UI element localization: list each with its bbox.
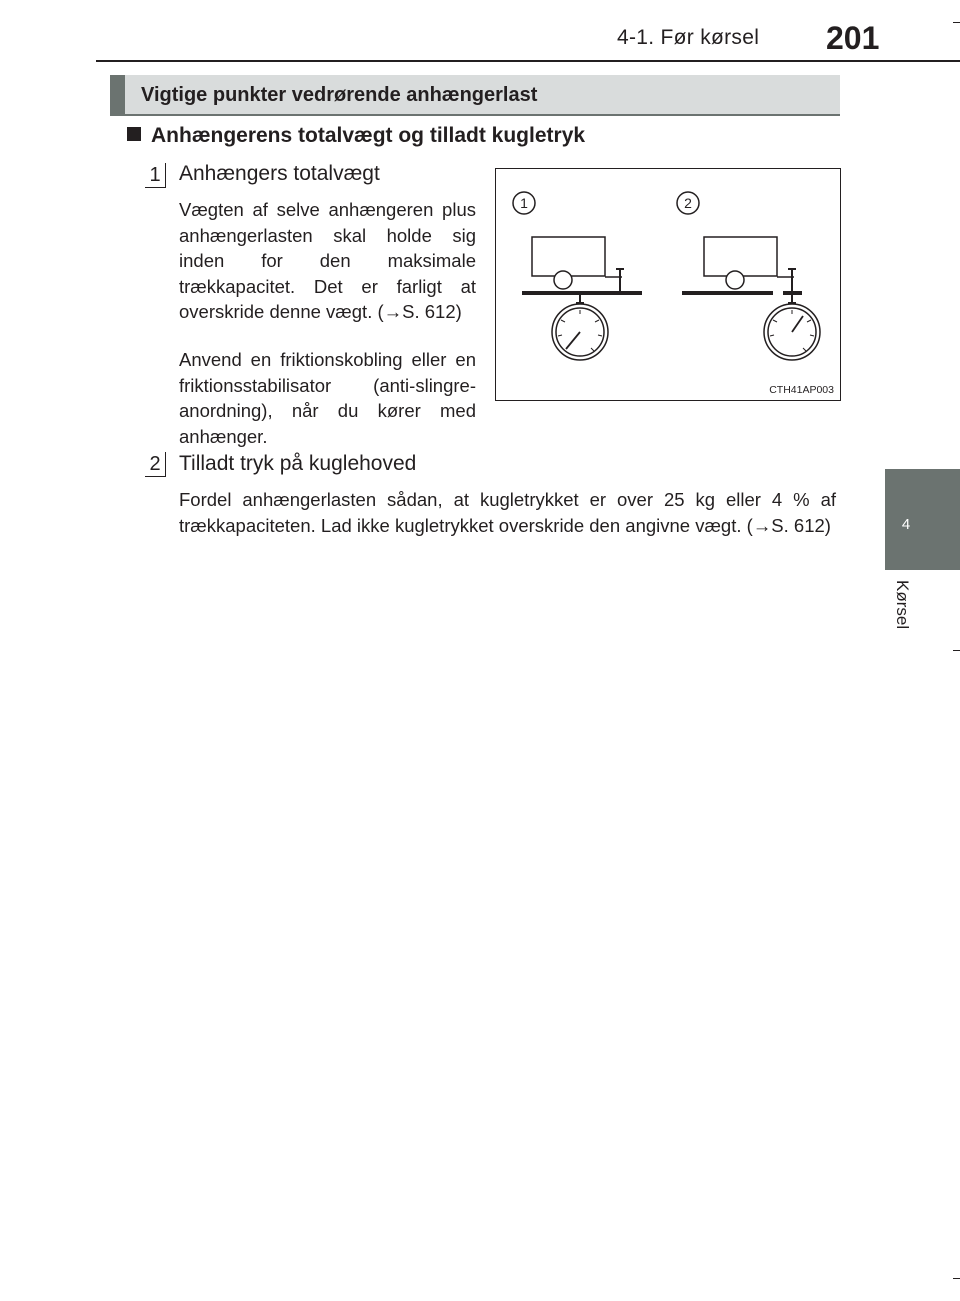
item-paragraph: Anvend en friktionskobling eller en friktionsstabilisator (anti-slingre-anordning), når du kører med anhænger. [179, 349, 476, 447]
chapter-label-wrap [888, 580, 918, 650]
header-rule [96, 60, 960, 62]
crop-mark [953, 1278, 960, 1279]
square-bullet-icon [127, 127, 141, 141]
figure-code: CTH41AP003 [769, 384, 834, 396]
trailer-load-figure [495, 168, 841, 401]
item-title: Anhængers totalvægt [179, 162, 380, 185]
page-number: 201 [826, 20, 880, 56]
subheading [127, 124, 585, 148]
crop-mark [953, 650, 960, 651]
item-paragraph: Vægten af selve anhængeren plus anhængerlasten skal holde sig inden for den maksimale trækkapacitet. Det er farligt at overskride denne vægt. (→S. 612) [179, 199, 476, 322]
trailer-scale-illustration [496, 169, 839, 399]
item-title: Tilladt tryk på kuglehoved [179, 452, 417, 475]
item-paragraph: Fordel anhængerlasten sådan, at kugletrykket er over 25 kg eller 4 % af trækkapaciteten. Lad ikke kugletrykket overskride den angivne vægt. (→S. 612) [179, 489, 836, 536]
header-section-title: 4-1. Før kørsel [617, 26, 760, 49]
section-title: Vigtige punkter vedrørende anhængerlast [141, 84, 538, 106]
chapter-label: Kørsel [893, 580, 912, 630]
subheading-text: Anhængerens totalvægt og tilladt kugletryk [151, 124, 586, 147]
item-number-badge: 1 [145, 163, 166, 188]
figure-callout-2: 2 [684, 195, 692, 211]
crop-mark [953, 22, 960, 23]
section-title-bar [110, 75, 840, 116]
item-number-badge: 2 [145, 452, 166, 477]
chapter-number: 4 [901, 516, 911, 533]
figure-callout-1: 1 [520, 195, 528, 211]
